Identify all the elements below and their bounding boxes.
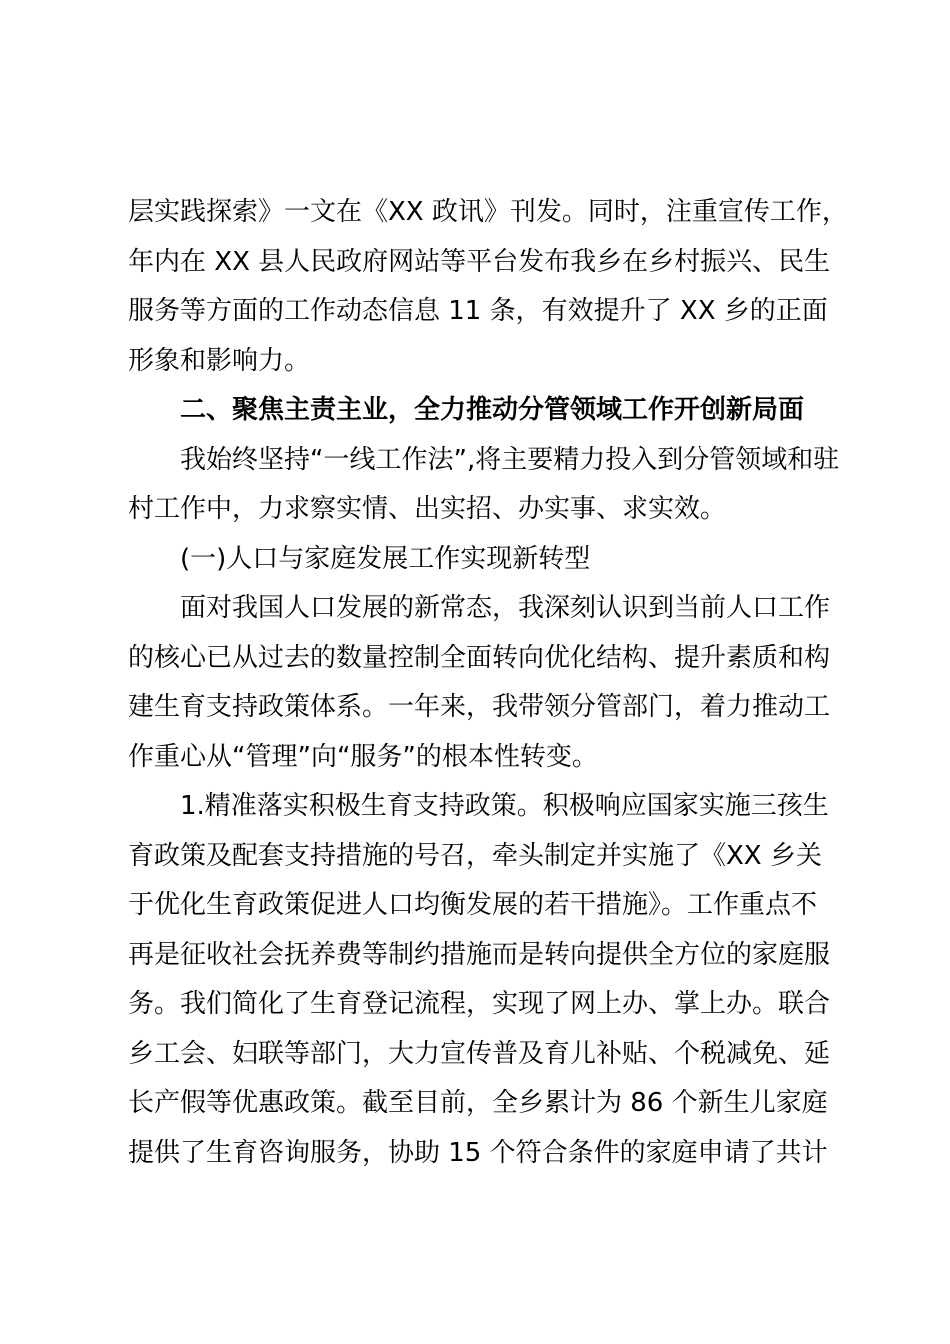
text-line: 育政策及配套支持措施的号召，牵头制定并实施了《XX 乡关 xyxy=(128,840,822,871)
text-line: 长产假等优惠政策。截至目前，全乡累计为 86 个新生儿家庭 xyxy=(128,1088,828,1118)
text-line: 再是征收社会抚养费等制约措施而是转向提供全方位的家庭服 xyxy=(128,939,831,970)
text-line: 村工作中，力求察实情、出实招、办实事、求实效。 xyxy=(128,494,727,524)
subsection-heading: (一)人口与家庭发展工作实现新转型 xyxy=(180,543,591,574)
text-line: 的核心已从过去的数量控制全面转向优化结构、提升素质和构 xyxy=(128,642,831,673)
text-line: 我始终坚持“一线工作法”,将主要精力投入到分管领域和驻 xyxy=(180,444,840,475)
document-body xyxy=(128,188,848,1178)
text-line: 作重心从“管理”向“服务”的根本性转变。 xyxy=(128,741,598,772)
text-line: 1.精准落实积极生育支持政策。积极响应国家实施三孩生 xyxy=(180,791,829,821)
text-line: 形象和影响力。 xyxy=(128,345,311,376)
section-heading: 二、聚焦主责主业，全力推动分管领域工作开创新局面 xyxy=(180,395,805,425)
text-line: 面对我国人口发展的新常态，我深刻认识到当前人口工作 xyxy=(180,593,831,623)
text-line: 年内在 XX 县人民政府网站等平台发布我乡在乡村振兴、民生 xyxy=(128,246,831,277)
text-line: 建生育支持政策体系。一年来，我带领分管部门，着力推动工 xyxy=(128,692,831,722)
text-line: 提供了生育咨询服务，协助 15 个符合条件的家庭申请了共计 xyxy=(128,1137,828,1168)
text-line: 乡工会、妇联等部门，大力宣传普及育儿补贴、个税减免、延 xyxy=(128,1038,831,1069)
text-line: 服务等方面的工作动态信息 11 条，有效提升了 XX 乡的正面 xyxy=(128,296,828,326)
text-line: 于优化生育政策促进人口均衡发展的若干措施》。工作重点不 xyxy=(128,890,818,920)
text-line: 层实践探索》一文在《XX 政讯》刊发。同时，注重宣传工作， xyxy=(128,197,848,227)
text-line: 务。我们简化了生育登记流程，实现了网上办、掌上办。联合 xyxy=(128,989,831,1019)
